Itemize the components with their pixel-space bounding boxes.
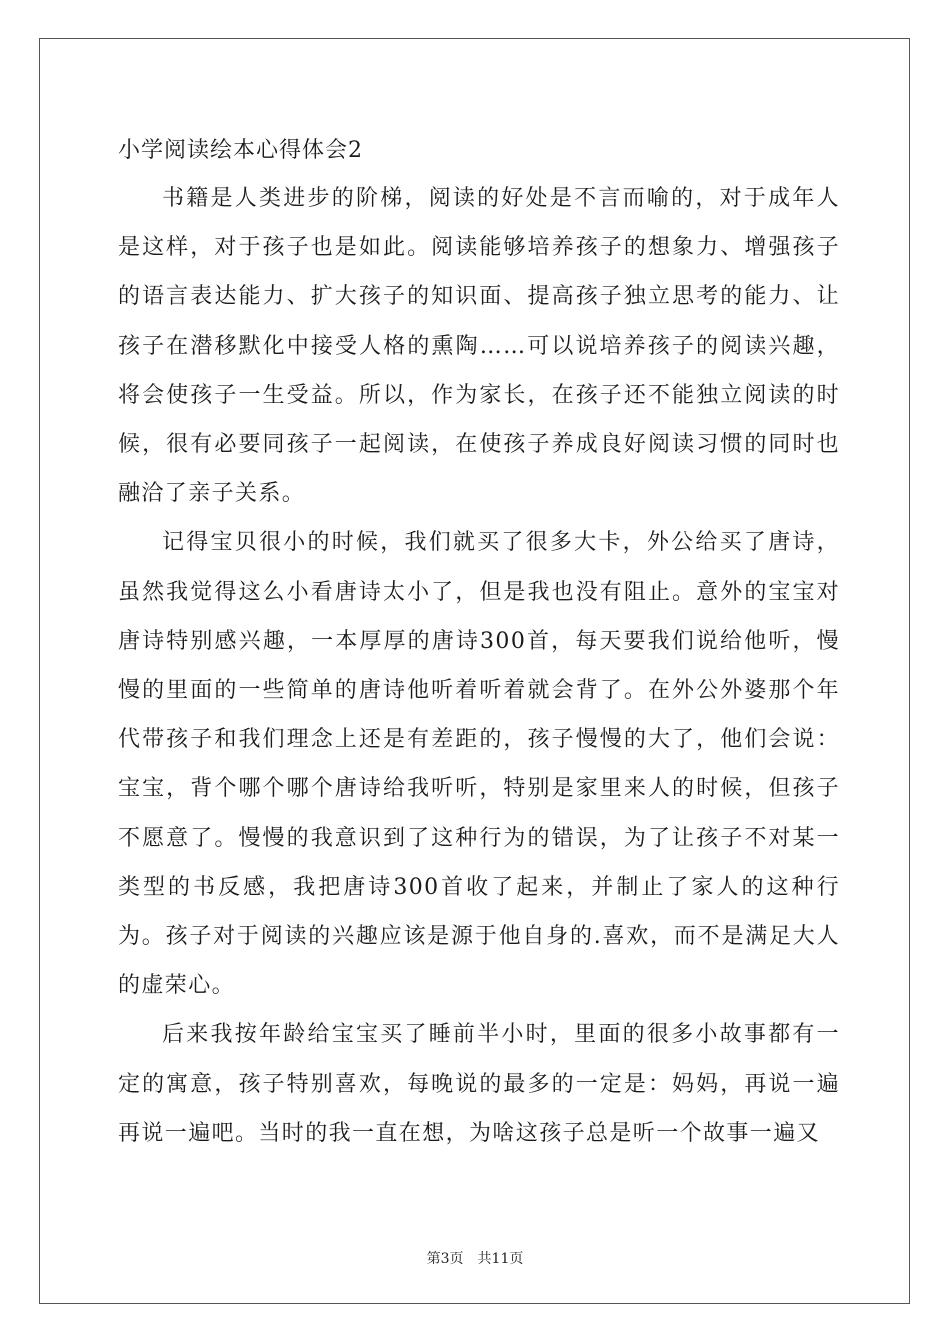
document-title: 小学阅读绘本心得体会2 <box>118 138 363 163</box>
document-body <box>118 128 840 1158</box>
current-page-label: 第3页 <box>426 1251 464 1267</box>
paragraph-1: 书籍是人类进步的阶梯，阅读的好处是不言而喻的，对于成年人是这样，对于孩子也是如此。阅读能够培养孩子的想象力、增强孩子的语言表达能力、扩大孩子的知识面、提高孩子独立思考的能力、让孩子在潜移默化中接受人格的熏陶……可以说培养孩子的阅读兴趣，将会使孩子一生受益。所以，作为家长，在孩子还不能独立阅读的时候，很有必要同孩子一起阅读，在使孩子养成良好阅读习惯的同时也融洽了亲子关系。 <box>118 186 840 507</box>
total-pages-label: 共11页 <box>477 1251 524 1267</box>
paragraph-2: 记得宝贝很小的时候，我们就买了很多大卡，外公给买了唐诗，虽然我觉得这么小看唐诗太小了，但是我也没有阻止。意外的宝宝对唐诗特别感兴趣，一本厚厚的唐诗300首，每天要我们说给他听，慢慢的里面的一些简单的唐诗他听着听着就会背了。在外公外婆那个年代带孩子和我们理念上还是有差距的，孩子慢慢的大了，他们会说：宝宝，背个哪个哪个唐诗给我听听，特别是家里来人的时候，但孩子不愿意了。慢慢的我意识到了这种行为的错误，为了让孩子不对某一类型的书反感，我把唐诗300首收了起来，并制止了家人的这种行为。孩子对于阅读的兴趣应该是源于他自身的.喜欢，而不是满足大人的虚荣心。 <box>118 530 840 999</box>
paragraph-3: 后来我按年龄给宝宝买了睡前半小时，里面的很多小故事都有一定的寓意，孩子特别喜欢，每晚说的最多的一定是：妈妈，再说一遍再说一遍吧。当时的我一直在想，为啥这孩子总是听一个故事一遍又 <box>118 1022 840 1146</box>
page-footer <box>0 1248 950 1268</box>
